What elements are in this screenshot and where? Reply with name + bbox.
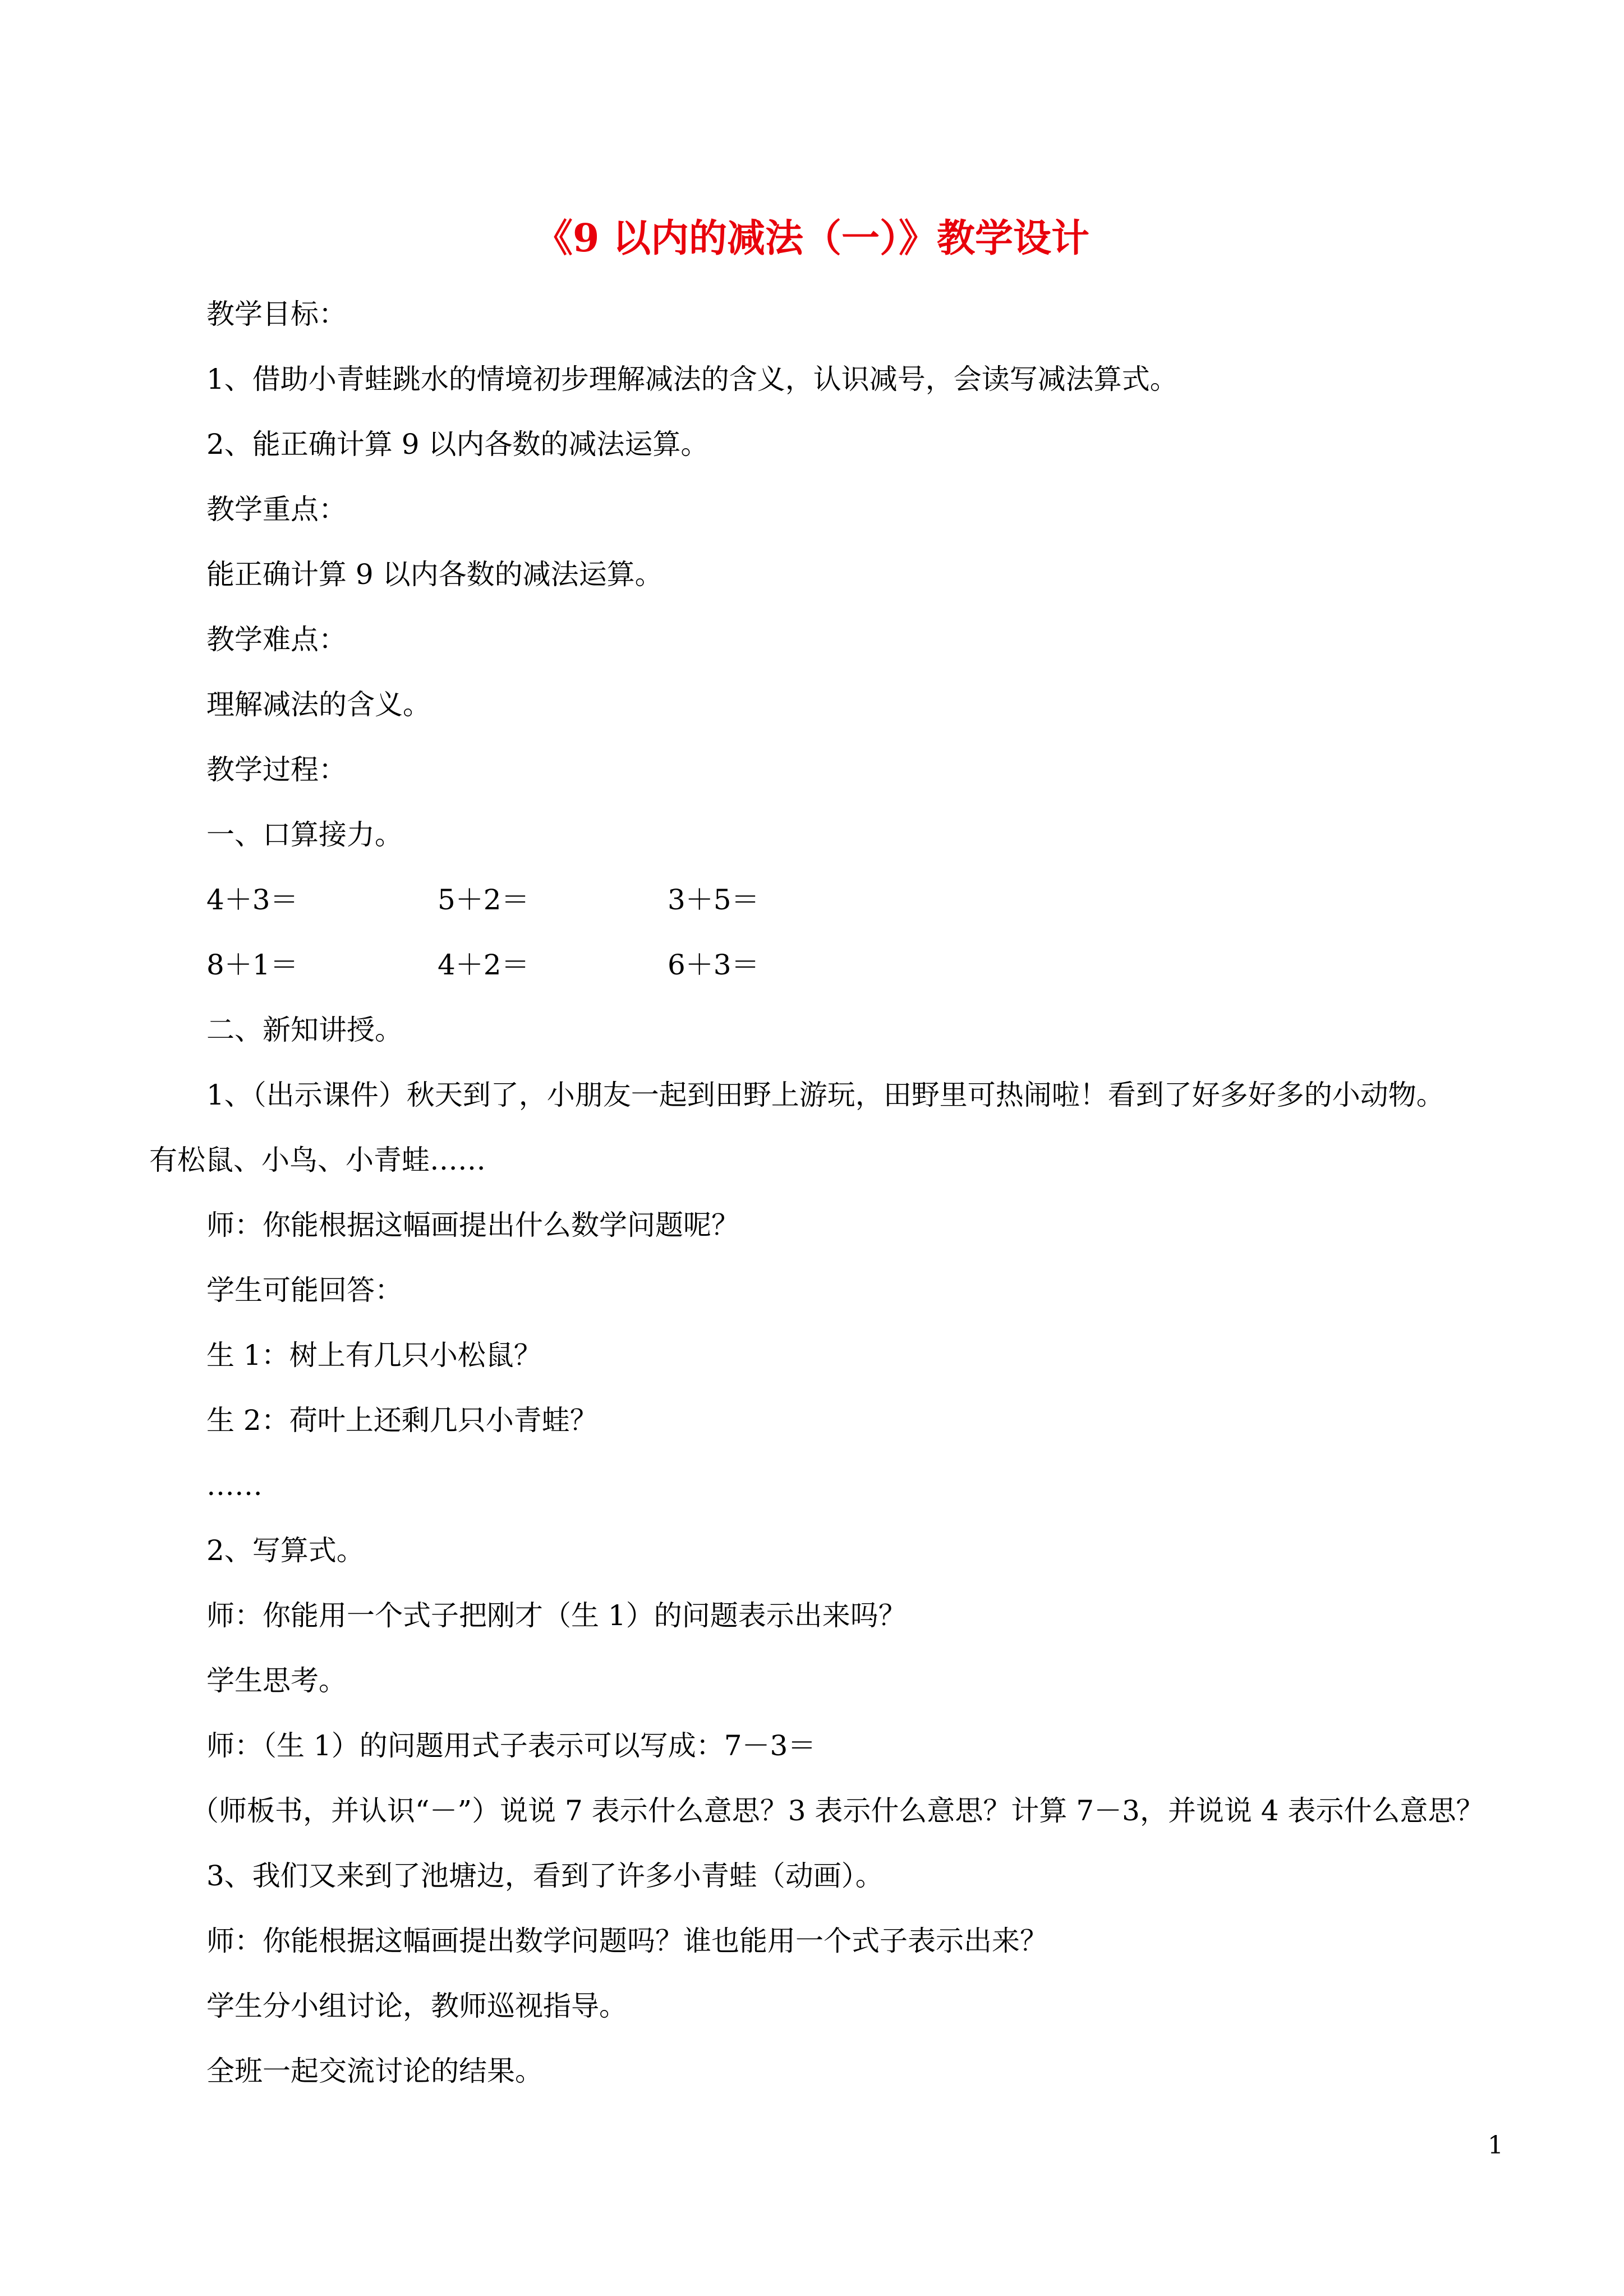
paragraph-line: 3、我们又来到了池塘边，看到了许多小青蛙（动画）。 bbox=[206, 1860, 884, 1892]
goal-2: 2、能正确计算 9 以内各数的减法运算。 bbox=[206, 428, 709, 461]
paragraph-line: 2、写算式。 bbox=[206, 1534, 365, 1567]
heading-key-points: 教学重点： bbox=[206, 493, 347, 526]
paragraph-line: 全班一起交流讨论的结果。 bbox=[206, 2055, 543, 2087]
paragraph-line: 学生分小组讨论，教师巡视指导。 bbox=[206, 1990, 627, 2022]
heading-process: 教学过程： bbox=[206, 753, 347, 786]
paragraph-line: 学生思考。 bbox=[206, 1664, 347, 1697]
paragraph-line: …… bbox=[206, 1469, 263, 1502]
paragraph-line: 学生可能回答： bbox=[206, 1274, 403, 1306]
paragraph-line: 师：你能根据这幅画提出数学问题吗？谁也能用一个式子表示出来？ bbox=[206, 1925, 1048, 1957]
key-point-text: 能正确计算 9 以内各数的减法运算。 bbox=[206, 558, 663, 591]
paragraph-line: 生 1：树上有几只小松鼠？ bbox=[206, 1339, 542, 1372]
paragraph-line: 有松鼠、小鸟、小青蛙…… bbox=[149, 1144, 486, 1176]
paragraph-line: 师：你能用一个式子把刚才（生 1）的问题表示出来吗？ bbox=[206, 1599, 907, 1632]
math-problem: 5＋2＝ bbox=[438, 884, 530, 916]
section-mental-math: 一、口算接力。 bbox=[206, 818, 403, 851]
math-problem: 3＋5＝ bbox=[668, 884, 760, 916]
math-problem: 4＋2＝ bbox=[438, 949, 530, 981]
math-problem: 8＋1＝ bbox=[206, 949, 298, 981]
math-problem: 6＋3＝ bbox=[668, 949, 760, 981]
page-number: 1 bbox=[1488, 2131, 1503, 2160]
paragraph-line: 生 2：荷叶上还剩几只小青蛙？ bbox=[206, 1404, 598, 1437]
paragraph-line: 师：（生 1）的问题用式子表示可以写成：7－3＝ bbox=[206, 1729, 816, 1762]
math-problem: 4＋3＝ bbox=[206, 884, 298, 916]
paragraph-line: 1、（出示课件）秋天到了，小朋友一起到田野上游玩，田野里可热闹啦！看到了好多好多的小动物。 bbox=[206, 1079, 1444, 1111]
paragraph-line: （师板书，并认识“－”）说说 7 表示什么意思？3 表示什么意思？计算 7－3，并说说 4 表示什么意思？ bbox=[191, 1795, 1484, 1827]
heading-teaching-goals: 教学目标： bbox=[206, 298, 347, 330]
heading-difficulties: 教学难点： bbox=[206, 623, 347, 656]
goal-1: 1、借助小青蛙跳水的情境初步理解减法的含义，认识减号，会读写减法算式。 bbox=[206, 363, 1178, 395]
document-title: 《9 以内的减法（一）》教学设计 bbox=[535, 216, 1089, 261]
section-new-knowledge: 二、新知讲授。 bbox=[206, 1014, 403, 1046]
difficulty-text: 理解减法的含义。 bbox=[206, 688, 431, 721]
paragraph-line: 师：你能根据这幅画提出什么数学问题呢？ bbox=[206, 1209, 739, 1241]
